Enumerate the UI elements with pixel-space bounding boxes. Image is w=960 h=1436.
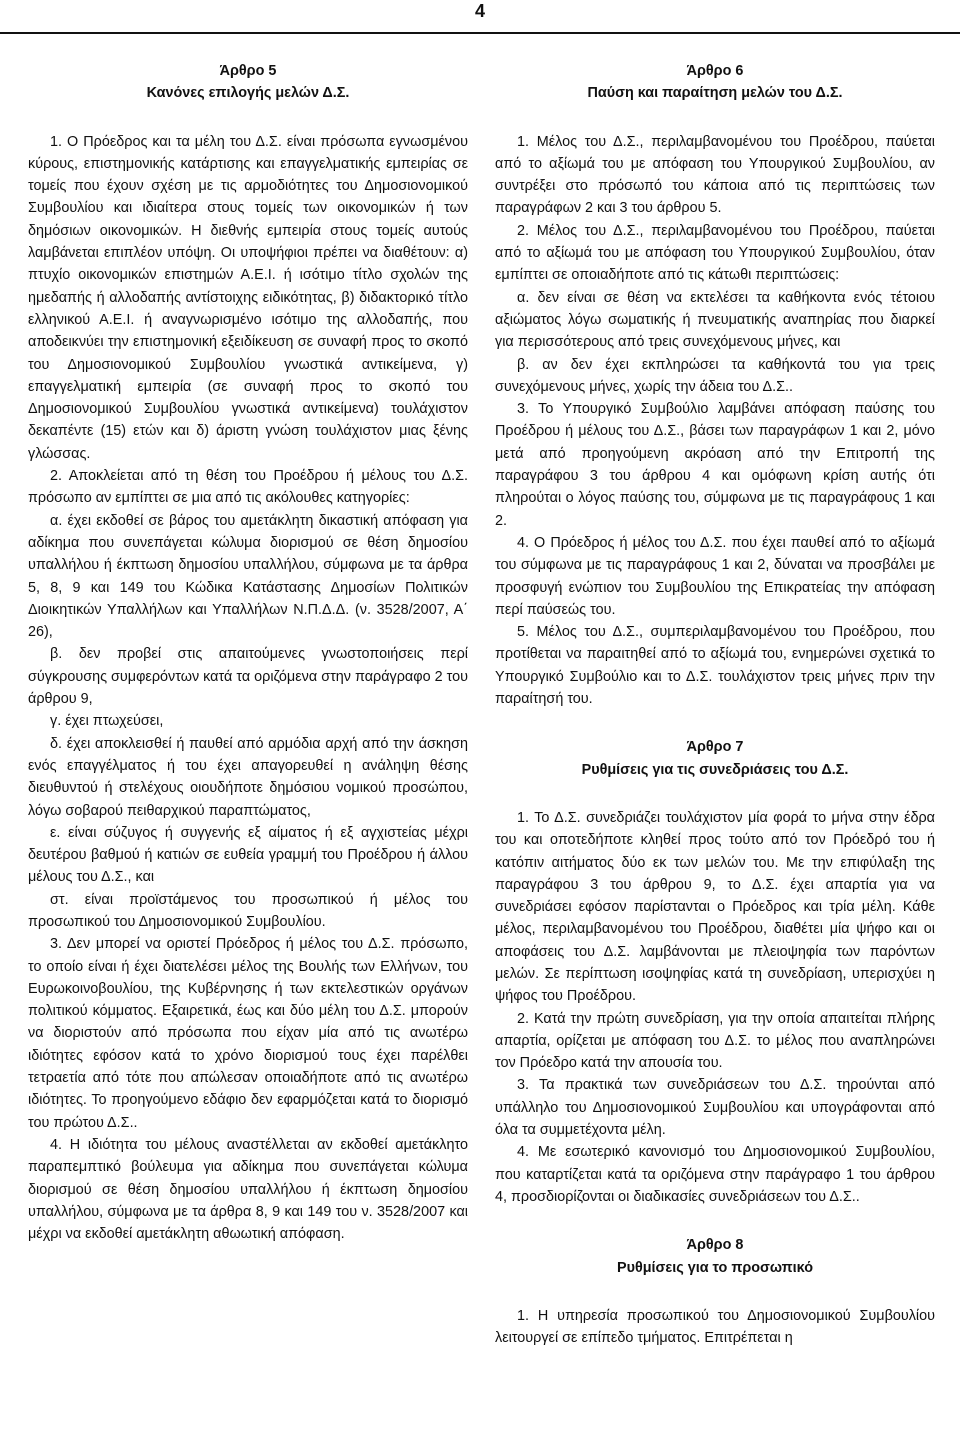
article-7-paragraph: 4. Με εσωτερικό κανονισμό του Δημοσιονομικού Συμβουλίου, που καταρτίζεται κατά τα οριζόμενα στην παράγραφο 1 του άρθρου 4, προσδιορίζονται οι διαδικασίες συνεδριάσεων του Δ.Σ.. <box>495 1144 935 1205</box>
article-6-paragraph: 5. Μέλος του Δ.Σ., συμπεριλαμβανομένου του Προέδρου, που προτίθεται να παραιτηθεί από το αξίωμά του, ενημερώνει σχετικά το Υπουργικό Συμβούλιο και το Δ.Σ. τουλάχιστον τρεις μήνες πριν την παραίτησή του. <box>495 624 935 708</box>
article-5-paragraph: γ. έχει πτωχεύσει, <box>50 713 164 730</box>
article-7-paragraph: 2. Κατά την πρώτη συνεδρίαση, για την οποία απαιτείται πλήρης απαρτία, ορίζεται με απόφαση του Δ.Σ. το μέλος που αναπληρώνει τον Πρόεδρο κατά την απουσία του. <box>495 1010 935 1072</box>
article-7-title: Άρθρο 7 <box>686 739 744 756</box>
right-column <box>495 60 935 1349</box>
left-column <box>28 60 468 1245</box>
article-5-paragraph: β. δεν προβεί στις απαιτούμενες γνωστοποιήσεις περί σύγκρουσης συμφερόντων κατά τα οριζόμενα στην παράγραφο 2 του άρθρου 9, <box>28 646 468 708</box>
article-8-paragraph: 1. Η υπηρεσία προσωπικού του Δημοσιονομικού Συμβουλίου λειτουργεί σε επίπεδο τμήματος. Επιτρέπεται η <box>495 1307 935 1347</box>
article-7-subtitle: Ρυθμίσεις για τις συνεδριάσεις του Δ.Σ. <box>581 761 849 778</box>
article-5-paragraph: α. έχει εκδοθεί σε βάρος του αμετάκλητη δικαστική απόφαση για αδίκημα που συνεπάγεται κώλυμα διορισμού σε θέση δημοσίου υπαλλήλου ή έκπτωση δημοσίου υπαλλήλου, σύμφωνα με τα άρθρα 5, 8, 9 και 149 του Κώδικα Κατάστασης Δημοσίων Πολιτικών Διοικητικών Υπαλλήλων και Υπαλλήλων Ν.Π.Δ.Δ. (ν. 3528/2007, Α΄ 26), <box>28 512 468 641</box>
article-5-paragraph: 3. Δεν μπορεί να οριστεί Πρόεδρος ή μέλος του Δ.Σ. πρόσωπο, το οποίο είναι ή έχει διατελέσει μέλος της Βουλής των Ελλήνων, του Ευρωκοινοβουλίου, της Κυβέρνησης ή των εκτελεστικών οργάνων πολιτικού κόμματος. Εξαιρετικά, έως και δύο μέλη του Δ.Σ. μπορούν να διοριστούν από πρόσωπα που είχαν μία από τις ανωτέρω ιδιότητες εφόσον κατά το χρόνο διορισμού τους έχει παρέλθει τετραετία από τότε που απώλεσαν οποιαδήποτε από τις ανωτέρω ιδιότητες. Το προηγούμενο εδάφιο δεν εφαρμόζεται κατά το διορισμό του πρώτου Δ.Σ.. <box>28 936 468 1131</box>
article-6-paragraph: 2. Μέλος του Δ.Σ., περιλαμβανομένου του Προέδρου, παύεται από το αξίωμά του με απόφαση του Υπουργικού Συμβουλίου, όταν εμπίπτει σε οποιαδήποτε από τις κάτωθι περιπτώσεις: <box>495 222 935 284</box>
article-6-paragraph: 4. Ο Πρόεδρος ή μέλος του Δ.Σ. που έχει παυθεί από το αξίωμά του σύμφωνα με τις παραγράφους 1 και 2, δύναται να προσβάλει με προσφυγή ενώπιον του Συμβουλίου της Επικρατείας την απόφαση περί παύσεώς του. <box>495 534 935 618</box>
article-5-paragraph: 1. Ο Πρόεδρος και τα μέλη του Δ.Σ. είναι πρόσωπα εγνωσμένου κύρους, επιστημονικής κατάρτισης και επαγγελματικής εμπειρίας σε τομείς που έχουν σχέση με τις αρμοδιότητες του Δημοσιονομικού Συμβουλίου και ιδιαίτερα στους τομείς των οικονομικών ή των δημόσιων οικονομικών. Η διεθνής εμπειρία στους τομείς αυτούς λαμβάνεται επιπλέον υπόψη. Οι υποψήφιοι πρέπει να διαθέτουν: α) πτυχίο οικονομικών επιστημών Α.Ε.Ι. ή ισότιμο τίτλο σχολών της ημεδαπής ή αλλοδαπής αντίστοιχης ειδικότητας, β) διδακτορικό τίτλο ελληνικού Α.Ε.Ι. ή αναγνωρισμένο ισότιμο της αλλοδαπής, που αποδεικνύει την επιστημονική εξειδίκευση σε συναφή προς το σκοπό του Δημοσιονομικού Συμβουλίου γνωστικά αντικείμενα, γ) επαγγελματική εμπειρία (σε συναφή προς το σκοπό του Δημοσιονομικού Συμβουλίου γνωστικά αντικείμενα) τουλάχιστον δεκαπέντε (15) ετών και δ) άριστη γνώση τουλάχιστον μιας ξένης γλώσσας. <box>28 133 468 462</box>
article-7-paragraph: 1. Το Δ.Σ. συνεδριάζει τουλάχιστον μία φορά το μήνα στην έδρα του και οποτεδήποτε κληθεί προς τούτο από τον Πρόεδρό του ή κατόπιν αιτήματος δύο εκ των μελών του. Με την επιφύλαξη της παραγράφου 3 του άρθρου 9, το Δ.Σ. έχει απαρτία για να συνεδριάσει εφόσον παρίστανται ο Πρόεδρος και τρία μέλη. Κάθε μέλος, περιλαμβανομένου του Προέδρου, διαθέτει μία ψήφο και οι αποφάσεις του Δ.Σ. λαμβάνονται με πλειοψηφία των παρόντων μελών. Σε περίπτωση ισοψηφίας κατά τη συνεδρίαση, υπερισχύει η ψήφος του Προέδρου. <box>495 809 935 1005</box>
article-6-paragraph: 1. Μέλος του Δ.Σ., περιλαμβανομένου του Προέδρου, παύεται από το αξίωμά του με απόφαση του Υπουργικού Συμβουλίου, αν συντρέξει στο πρόσωπό του κάποια από τις περιπτώσεις των παραγράφων 2 και 3 του άρθρου 5. <box>495 133 935 217</box>
article-5-subtitle: Κανόνες επιλογής μελών Δ.Σ. <box>146 85 350 102</box>
article-5-paragraph: ε. είναι σύζυγος ή συγγενής εξ αίματος ή εξ αγχιστείας μέχρι δευτέρου βαθμού ή κατιών σε ευθεία γραμμή του Προέδρου ή άλλου μέλους του Δ.Σ., και <box>28 824 468 886</box>
article-6-paragraph: β. αν δεν έχει εκπληρώσει τα καθήκοντά του για τρεις συνεχόμενους μήνες, χωρίς την άδεια του Δ.Σ.. <box>495 356 935 395</box>
article-6-paragraph: α. δεν είναι σε θέση να εκτελέσει τα καθήκοντα ενός τέτοιου αξιώματος λόγω σωματικής ή πνευματικής αναπηρίας που διαρκεί για περισσότερους από τρεις συνεχόμενους μήνες, και <box>495 289 935 351</box>
article-6-title: Άρθρο 6 <box>686 63 744 79</box>
article-8-title: Άρθρο 8 <box>686 1237 744 1254</box>
article-5-paragraph: στ. είναι προϊστάμενος του προσωπικού ή μέλος του προσωπικού του Δημοσιονομικού Συμβουλίου. <box>28 891 468 930</box>
spacer <box>28 105 468 131</box>
article-5-paragraph: δ. έχει αποκλεισθεί ή παυθεί από αρμόδια αρχή από την άσκηση ενός επαγγέλματος ή του έχει απαγορευθεί η ανάληψη θέσης διευθυντού ή στελέχους οιουδήποτε δημόσιου νομικού προσώπου, λόγω σοβαρού πειθαρχικού παραπτώματος, <box>28 735 468 819</box>
spacer <box>495 1279 935 1305</box>
article-6-subtitle: Παύση και παραίτηση μελών του Δ.Σ. <box>587 85 843 102</box>
article-5-title: Άρθρο 5 <box>219 63 277 79</box>
header-rule <box>0 32 960 34</box>
article-5-paragraph: 4. Η ιδιότητα του μέλους αναστέλλεται αν εκδοθεί αμετάκλητο παραπεμπτικό βούλευμα για αδίκημα που συνεπάγεται κώλυμα διορισμού σε θέση δημοσίου υπαλλήλου ή έκπτωση δημοσίου υπαλλήλου, σύμφωνα με τα άρθρα 8, 9 και 149 του ν. 3528/2007 και μέχρι να εκδοθεί αμετάκλητη αθωωτική απόφαση. <box>28 1136 468 1243</box>
spacer <box>495 105 935 131</box>
spacer <box>495 781 935 807</box>
page-number: 4 <box>474 1 485 21</box>
article-7-paragraph: 3. Τα πρακτικά των συνεδριάσεων του Δ.Σ. τηρούνται από υπάλληλο του Δημοσιονομικού Συμβουλίου και υπογράφονται από όλα τα συμμετέχοντα μέλη. <box>495 1077 935 1139</box>
article-8-subtitle: Ρυθμίσεις για το προσωπικό <box>616 1259 814 1276</box>
article-6-paragraph: 3. Το Υπουργικό Συμβούλιο λαμβάνει απόφαση παύσης του Προέδρου ή μέλους του Δ.Σ., βάσει των παραγράφων 1 και 2, μόνο μετά από προηγούμενη ακρόαση από την Επιτροπή της παραγράφου 3 του άρθρου 4 και ομόφωνη κρίση αυτής ότι πληρούται ο λόγος παύσης του, σύμφωνα με τις παραγράφους 1 και 2. <box>495 401 935 529</box>
article-5-paragraph: 2. Αποκλείεται από τη θέση του Προέδρου ή μέλους του Δ.Σ. πρόσωπο αν εμπίπτει σε μια από τις ακόλουθες κατηγορίες: <box>28 468 468 507</box>
